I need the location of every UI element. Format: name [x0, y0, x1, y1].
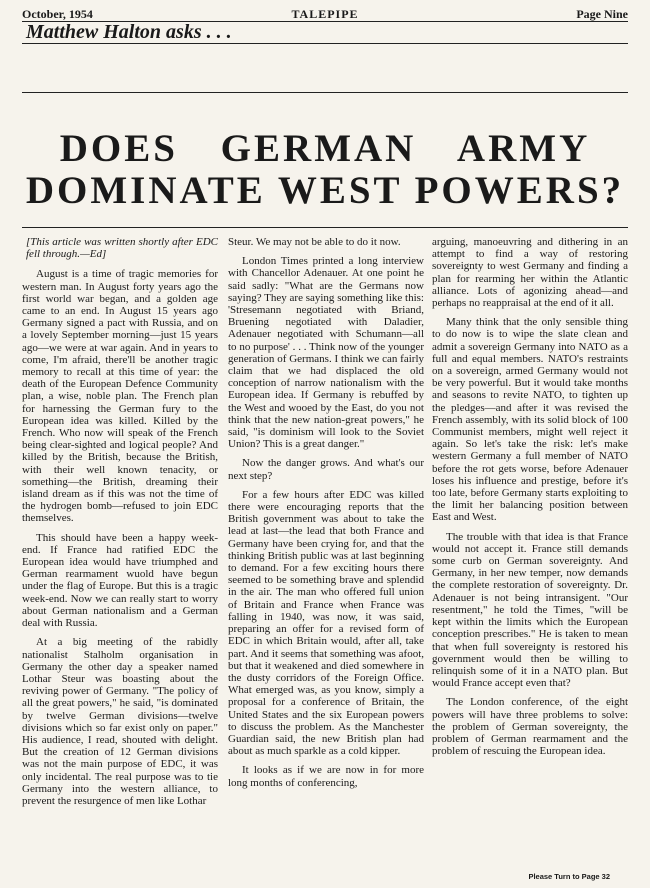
column-1 — [22, 236, 218, 814]
continued-notice: Please Turn to Page 32 — [528, 872, 610, 881]
paragraph: The trouble with that idea is that France would not accept it. France still demands some curb on German sovereignty. And Germany, in her new temper, now demands the complete restoration of sovereignty. Dr. Adenauer is not being intransigent. "Our resentment," he told the Times, "will be kept within the limits which the European conception prescribes." He is taken to mean that when full sovereignty is restored his government would then be willing to relinquish some of it in a NATO plan. But would France accept even that? — [432, 530, 628, 690]
editor-note: [This article was written shortly after EDC fell through.—Ed] — [26, 236, 218, 261]
headline-bottom-rule — [22, 227, 628, 228]
paragraph: This should have been a happy week-end. If France had ratified EDC the European idea would have triumphed and German rearmament wuold have begun under the flag of Europe. But this is a tragic week-end. Now we can really start to worry about German nationalism and a German deal with Russia. — [22, 531, 218, 630]
headline-line-2: DOMINATE WEST POWERS? — [25, 169, 625, 212]
paragraph: Many think that the only sensible thing to do now is to wipe the slate clean and admit a sovereign Germany into NATO as a full and equal members. NATO's restraints on a sovereign, armed Germany would not be very powerful. But it would take months and seasons to revite NATO, to tighten up the pledges—and after it was revised the French assembly, with its solid block of 100 Communist members, might well reject it again. So let's take the risk: let's make western Germany a full member of NATO before the rot gets worse, before Adenauer loses his influence and prestige, before it's too late, before Germany starts exploiting to the limit her balancing position between East and West. — [432, 316, 628, 524]
column-2 — [228, 236, 424, 796]
paragraph: Steur. We may not be able to do it now. — [228, 236, 401, 248]
headline — [22, 128, 628, 212]
page-number: Page Nine — [576, 7, 628, 21]
byline: Matthew Halton asks . . . — [26, 21, 232, 43]
issue-date: October, 1954 — [22, 7, 93, 21]
paragraph: It looks as if we are now in for more long months of conferencing, — [228, 764, 424, 789]
paragraph: arguing, manoeuvring and dithering in an attempt to find a way of restoring sovereignty to west Germany and finding a plan for rearming her within the Atlantic alliance. Lots of agonizing ahead—and perhaps no reappraisal at the end of it all. — [432, 236, 628, 310]
paragraph: London Times printed a long interview with Chancellor Adenauer. At one point he said sadly: "What are the Germans now saying? They are saying something like this: 'Stresemann negotiated with Briand, Bruening negotiated with Daladier, Adenauer negotiated with Schumann—all to no purpose' . . . Think now of the younger generation of Germans. I think we can fairly claim that we had displaced the old conception of narrow nationalism with the European idea. If Germany is rebuffed by the West and wooed by the East, do you not think that the new nation-great powers," he said, "is dominism will look to the Soviet Union? This is a great danger." — [228, 255, 424, 451]
paragraph: Now the danger grows. And what's our next step? — [228, 457, 424, 482]
headline-line-1: DOES GERMAN ARMY — [59, 127, 591, 170]
paragraph: At a big meeting of the rabidly nationalist Stalholm organisation in Germany the other day a speaker named Lothar Steur was boasting about the reviving power of Germany. "The policy of all the great powers," he said, "is dominated by twelve German divisions—twelve divisions which so far exist only on paper." His audience, I read, shouted with delight. But the creation of 12 German divisions was not the main purpose of EDC, it was only incidental. The real purpose was to tie Germany into the western alliance, to prevent the resurgence of men like Lothar — [22, 636, 218, 807]
column-3 — [432, 236, 628, 764]
headline-top-rule — [22, 92, 628, 93]
paragraph: August is a time of tragic memories for western man. In August forty years ago the first world war began, and a golden age came to an end. In August 15 years ago Germany signed a pact with Russia, and on a lovely September morning—just 15 years ago—we were at war again. And in years to come, I'm afraid, there'll be another tragic memory to recall at this time of year: the death of the European Defence Community plan, a wise, noble plan. The French plan for harnessing the German fury to the European idea was killed. Killed by the French. Who now will speak of the French being clear-sighted and logical people? And killed by the British, because the British, with their well known tenacity, or something—the British, dreaming their island dream as if this was not the time of the hydrogen bomb—refused to join EDC themselves. — [22, 268, 218, 525]
running-head — [22, 4, 628, 22]
magazine-name: TALEPIPE — [291, 7, 359, 21]
byline-rule — [22, 43, 628, 44]
paragraph: The London conference, of the eight powers will have three problems to solve: the problem of German sovereignty, the problem of German rearmament and the problem of rescuing the European idea. — [432, 696, 628, 758]
paragraph: For a few hours after EDC was killed there were encouraging reports that the British government was about to take the lead at last—the lead that both France and Germany have been crying for, and that the thinking British public was at last beginning to demand. For a few exciting hours there seemed to be something brave and splendid in the air. The man who offered full union of Britain and France when France was falling in 1940, was now, it was said, preparing an offer for a revised form of EDC in which Britain would, after all, take part. And it seems that something was afoot, but that it weakened and died somewhere in the dusty corridors of the Foreign Office. What emerged was, as you know, simply a proposal for a conference of Britain, the United States and the six European powers to discuss the problem. As the Manchester Guardian said, the new British plan had about as much sparkle as a cold kipper. — [228, 488, 424, 758]
